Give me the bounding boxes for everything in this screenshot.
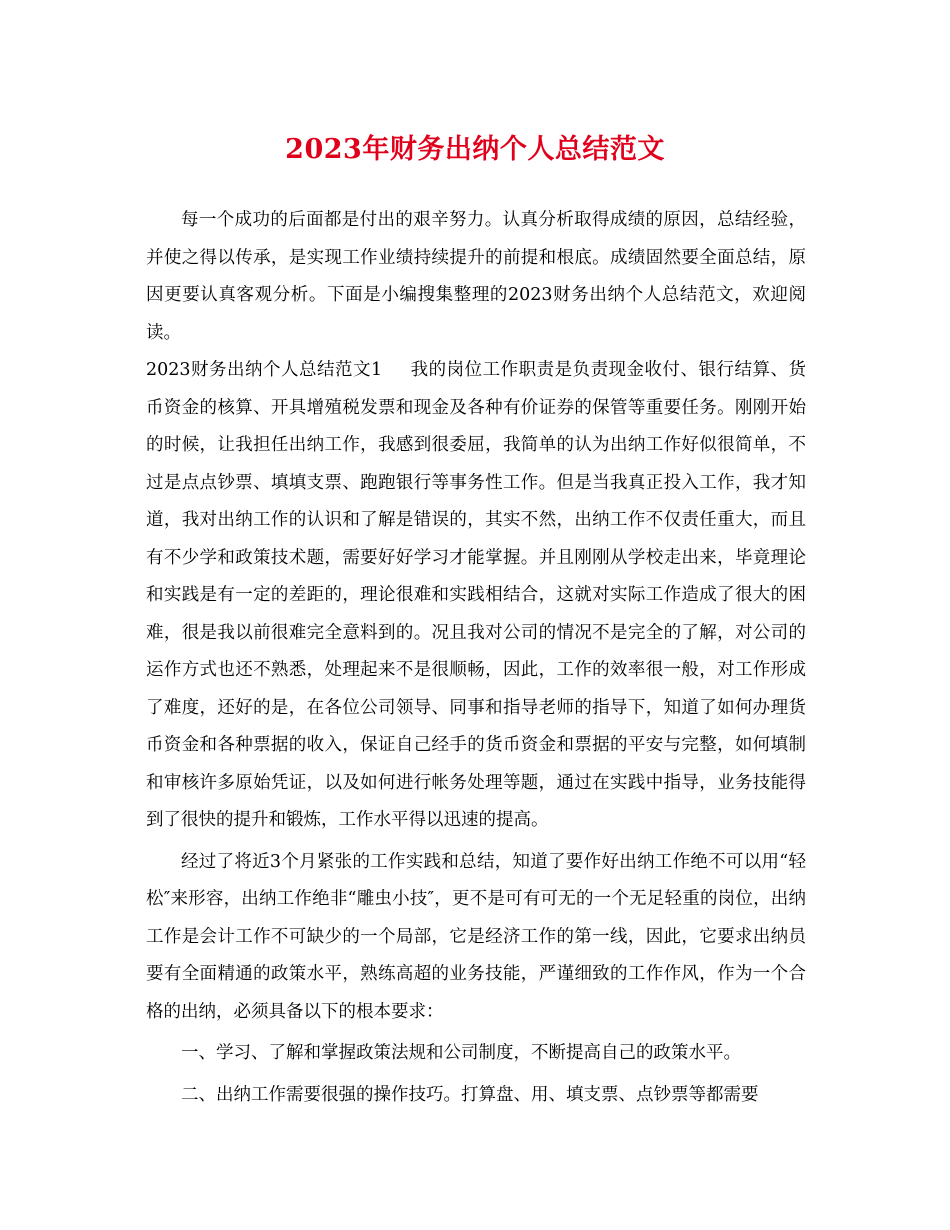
document-body <box>146 202 806 1114</box>
section1-body: 我的岗位工作职责是负责现金收付、银行结算、货币资金的核算、开具增殖税发票和现金及各种有价证券的保管等重要任务。刚刚开始的时候，让我担任出纳工作，我感到很委屈，我简单的认为出纳工作好似很简单，不过是点点钞票、填填支票、跑跑银行等事务性工作。但是当我真正投入工作，我才知道，我对出纳工作的认识和了解是错误的，其实不然，出纳工作不仅责任重大，而且有不少学和政策技术题，需要好好学习才能掌握。并且刚刚从学校走出来，毕竟理论和实践是有一定的差距的，理论很难和实践相结合，这就对实际工作造成了很大的困难，很是我以前很难完全意料到的。况且我对公司的情况不是完全的了解，对公司的运作方式也还不熟悉，处理起来不是很顺畅，因此，工作的效率很一般，对工作形成了难度，还好的是，在各位公司领导、同事和指导老师的指导下，知道了如何办理货币资金和各种票据的收入，保证自己经手的货币资金和票据的平安与完整，如何填制和审核许多原始凭证，以及如何进行帐务处理等题，通过在实践中指导，业务技能得到了很快的提升和锻炼，工作水平得以迅速的提高。 <box>146 360 807 830</box>
paragraph-3: 经过了将近3个月紧张的工作实践和总结，知道了要作好出纳工作绝不可以用“轻松″来形容，出纳工作绝非“雕虫小技″，更不是可有可无的一个无足轻重的岗位，出纳工作是会计工作不可缺少的一个局部，它是经济工作的第一线，因此，它要求出纳员要有全面精通的政策水平，熟练高超的业务技能，严谨细致的工作作风，作为一个合格的出纳，必须具备以下的根本要求： <box>146 851 806 1022</box>
list-item-2: 二、出纳工作需要很强的操作技巧。打算盘、用、填支票、点钞票等都需要 <box>181 1084 759 1105</box>
section1-paragraph <box>146 352 806 840</box>
list-item-1: 一、学习、了解和掌握政策法规和公司制度，不断提高自己的政策水平。 <box>181 1043 741 1063</box>
section1-heading: 2023财务出纳个人总结范文1 <box>146 360 383 380</box>
document-title: 2023年财务出纳个人总结范文 <box>285 134 665 165</box>
intro-paragraph: 每一个成功的后面都是付出的艰辛努力。认真分析取得成绩的原因，总结经验，并使之得以传承，是实现工作业绩持续提升的前提和根底。成绩固然要全面总结，原因更要认真客观分析。下面是小编搜集整理的2023财务出纳个人总结范文，欢迎阅读。 <box>146 210 806 343</box>
